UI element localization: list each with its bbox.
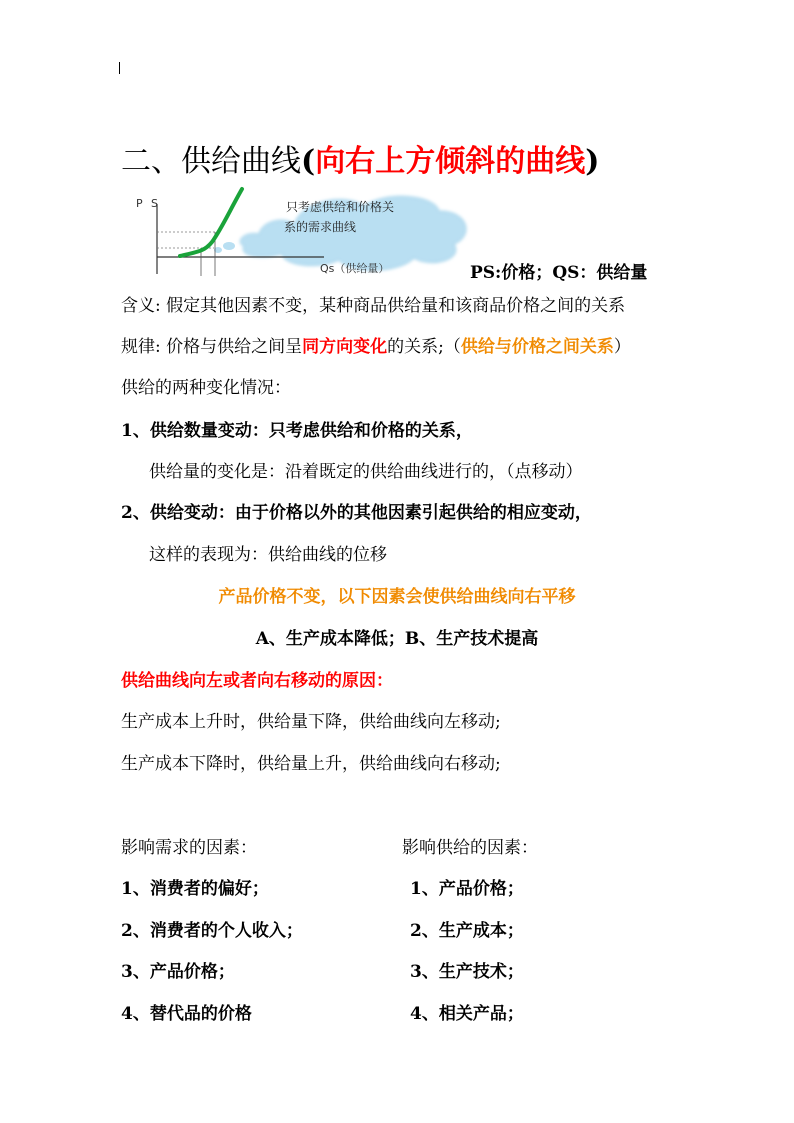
rule-orange: 供给与价格之间关系 <box>460 337 614 357</box>
demand-factor-item: 3、产品价格； <box>121 962 235 982</box>
two-changes-heading: 供给的两种变化情况： <box>121 378 291 398</box>
title-highlight: 向右上方倾斜的曲线 <box>315 144 586 179</box>
cloud-text-line1: 只考虑供给和价格关 <box>286 200 395 214</box>
ps-qs-legend: PS:价格；QS：供给量 <box>470 263 648 283</box>
title-open-paren: ( <box>301 144 316 179</box>
item1-detail: 供给量的变化是：沿着既定的供给曲线进行的，（点移动） <box>149 462 583 482</box>
meaning-line: 含义: 假定其他因素不变，某种商品供给量和该商品价格之间的关系 <box>121 296 626 316</box>
shift-note: 产品价格不变，以下因素会使供给曲线向右平移 <box>218 587 576 607</box>
rule-prefix: 规律: 价格与供给之间呈 <box>121 337 303 357</box>
axis-label-q: Qs（供给量） <box>320 262 390 275</box>
rule-line <box>121 334 631 360</box>
reason-2: 生产成本下降时，供给量上升，供给曲线向右移动; <box>121 754 501 774</box>
rule-suffix: ） <box>613 337 631 357</box>
axis-label-s: S <box>151 197 158 210</box>
rule-highlight: 同方向变化 <box>302 337 388 357</box>
item1-label: 1、供给数量变动：只考虑供给和价格的关系， <box>121 421 473 441</box>
supply-curve-diagram <box>134 186 474 276</box>
rule-mid: 的关系;（ <box>387 337 461 357</box>
item2-label: 2、供给变动：由于价格以外的其他因素引起供给的相应变动， <box>121 503 592 523</box>
shift-factors: A、生产成本降低；B、生产技术提高 <box>255 629 539 649</box>
cloud-text-line2: 系的需求曲线 <box>284 220 357 234</box>
demand-factor-item: 1、消费者的偏好； <box>121 879 269 899</box>
reason-1: 生产成本上升时，供给量下降，供给曲线向左移动; <box>121 712 501 732</box>
demand-factor-item: 2、消费者的个人收入； <box>121 921 303 941</box>
item2-detail: 这样的表现为：供给曲线的位移 <box>149 545 387 565</box>
section-title <box>121 140 599 184</box>
title-close-paren: ) <box>585 144 600 179</box>
supply-factor-item: 2、生产成本； <box>410 921 524 941</box>
title-main: 二、供给曲线 <box>121 144 301 179</box>
axis-label-p: P <box>136 197 143 210</box>
supply-factors-title: 影响供给的因素： <box>402 838 538 858</box>
demand-factor-item: 4、替代品的价格 <box>121 1004 252 1024</box>
supply-factor-item: 3、生产技术； <box>410 962 524 982</box>
reasons-title: 供给曲线向左或者向右移动的原因： <box>121 671 393 691</box>
thought-cloud <box>214 196 466 270</box>
demand-factors-title: 影响需求的因素： <box>121 838 257 858</box>
supply-factor-item: 1、产品价格； <box>410 879 524 899</box>
text-cursor <box>119 62 120 74</box>
supply-factor-item: 4、相关产品； <box>410 1004 524 1024</box>
